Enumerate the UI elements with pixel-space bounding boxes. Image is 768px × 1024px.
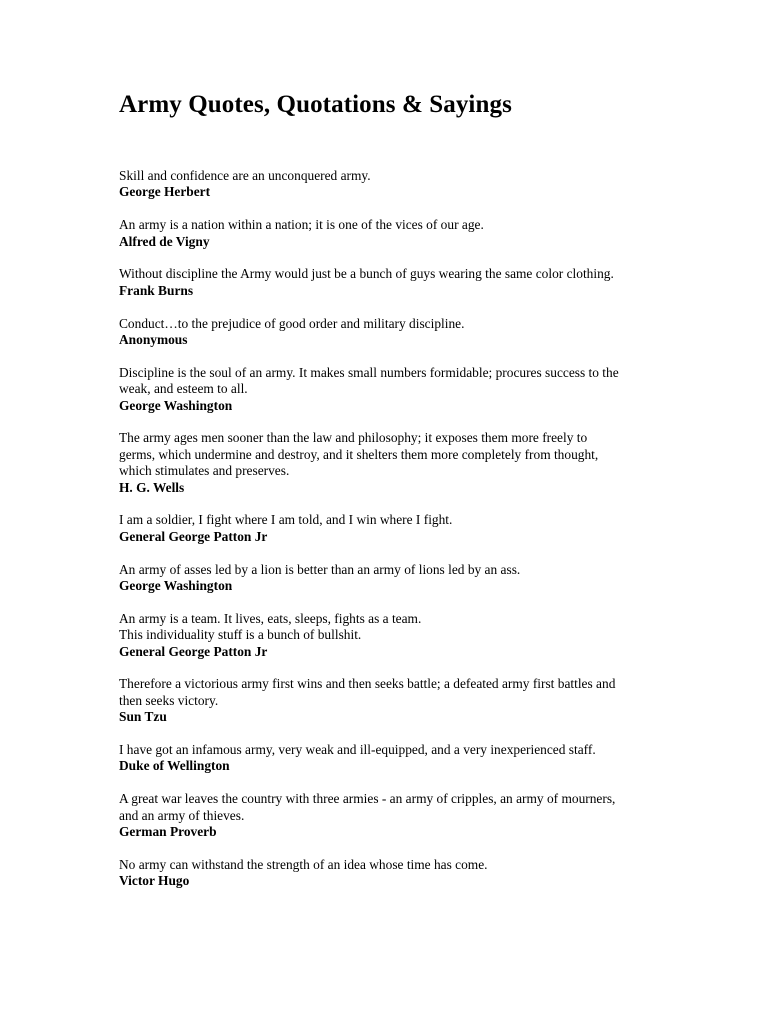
quote-text-line: This individuality stuff is a bunch of bullshit. (119, 627, 362, 643)
quote-author: General George Patton Jr (119, 528, 268, 544)
quote-text-line: An army of asses led by a lion is better than an army of lions led by an ass. (119, 561, 521, 577)
quote-author: Duke of Wellington (119, 758, 230, 774)
document-page (119, 90, 659, 906)
quote-text-line: germs, which undermine and destroy, and it shelters them more completely from thought, (119, 446, 599, 462)
quote-author: Victor Hugo (119, 873, 190, 889)
quote-author: George Herbert (119, 184, 211, 200)
quote-text-line: and an army of thieves. (119, 807, 245, 823)
quote-block (119, 791, 659, 840)
quote-author: George Washington (119, 578, 233, 594)
quote-text-line: I am a soldier, I fight where I am told, and I win where I fight. (119, 512, 453, 528)
quote-block (119, 742, 659, 775)
quote-text-line: Discipline is the soul of an army. It makes small numbers formidable; procures success to the (119, 364, 619, 380)
quote-block (119, 217, 659, 250)
quote-text-line: An army is a nation within a nation; it is one of the vices of our age. (119, 217, 484, 233)
quote-text-line: An army is a team. It lives, eats, sleeps, fights as a team. (119, 610, 422, 626)
quote-text-line: The army ages men sooner than the law and philosophy; it exposes them more freely to (119, 430, 588, 446)
quote-text-line: weak, and esteem to all. (119, 381, 248, 397)
quote-author: Alfred de Vigny (119, 233, 210, 249)
quote-text-line: which stimulates and preserves. (119, 463, 290, 479)
quote-text-line: Conduct…to the prejudice of good order and military discipline. (119, 315, 465, 331)
page-title: Army Quotes, Quotations & Sayings (119, 91, 512, 118)
quote-author: George Washington (119, 397, 233, 413)
quote-author: Anonymous (119, 332, 188, 348)
quote-author: Sun Tzu (119, 709, 167, 725)
quote-author: General George Patton Jr (119, 643, 268, 659)
quote-author: H. G. Wells (119, 479, 185, 495)
quote-text-line: then seeks victory. (119, 692, 219, 708)
quote-block (119, 611, 659, 660)
quote-block (119, 365, 659, 414)
quote-block (119, 562, 659, 595)
quote-block (119, 266, 659, 299)
quote-block (119, 857, 659, 890)
quote-block (119, 512, 659, 545)
quote-text-line: I have got an infamous army, very weak and ill-equipped, and a very inexperienced staff. (119, 742, 596, 758)
quote-block (119, 430, 659, 496)
quote-text-line: A great war leaves the country with three armies - an army of cripples, an army of mourners, (119, 791, 616, 807)
quote-block (119, 168, 659, 201)
quote-author: Frank Burns (119, 282, 194, 298)
quote-author: German Proverb (119, 824, 217, 840)
quote-text-line: Skill and confidence are an unconquered army. (119, 168, 371, 183)
quote-block (119, 676, 659, 725)
quote-text-line: Without discipline the Army would just be a bunch of guys wearing the same color clothing. (119, 266, 614, 282)
quote-text-line: No army can withstand the strength of an idea whose time has come. (119, 856, 488, 872)
quote-block (119, 316, 659, 349)
quote-list (119, 168, 659, 890)
quote-text-line: Therefore a victorious army first wins and then seeks battle; a defeated army first battles and (119, 676, 616, 692)
